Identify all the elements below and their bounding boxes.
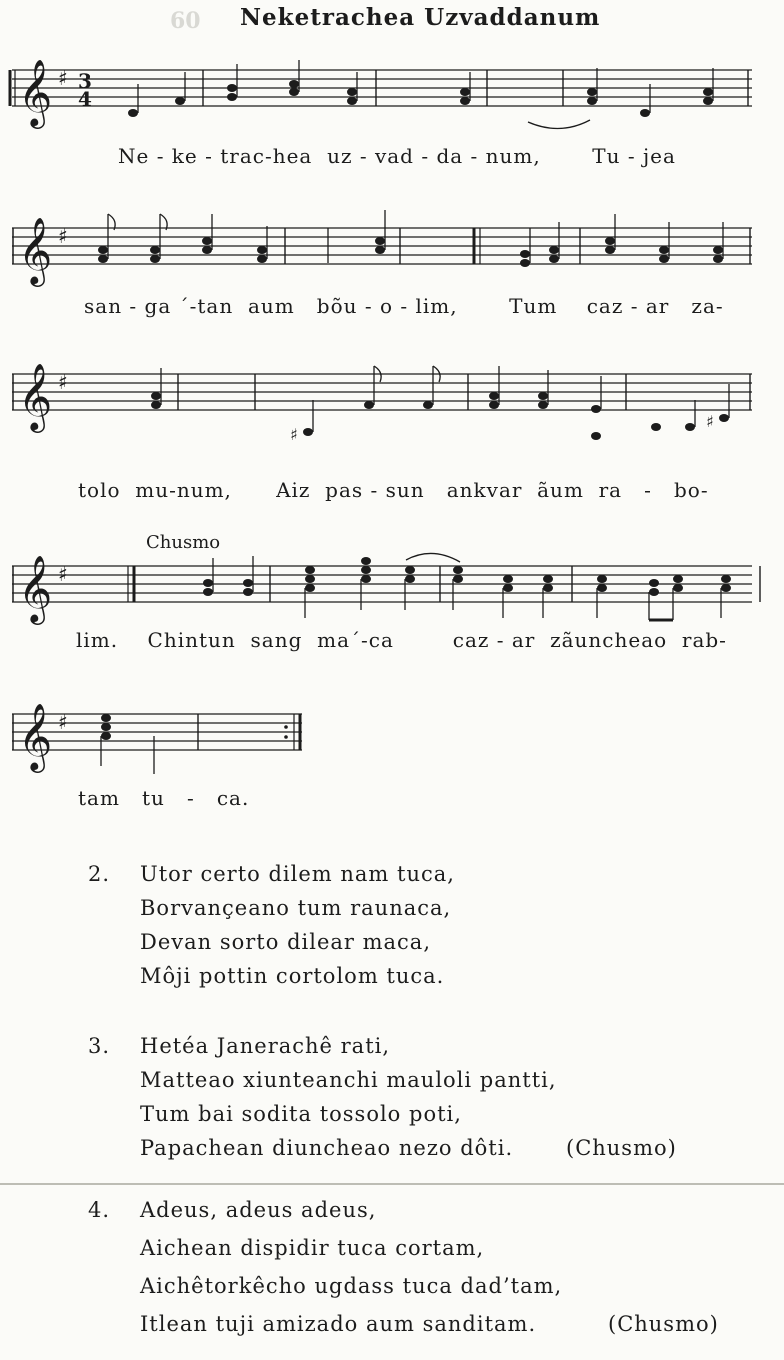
- chorus-label: Chusmo: [146, 532, 221, 553]
- staff-3: [0, 360, 784, 460]
- treble-clef-icon: 𝄞: [18, 554, 53, 622]
- chorus-refrain-label: (Chusmo): [566, 1136, 677, 1160]
- sharp-icon: ♯: [58, 710, 68, 734]
- sharp-icon: ♯: [58, 224, 68, 248]
- stanza-3: [88, 1034, 708, 1174]
- sharp-icon: ♯: [58, 370, 68, 394]
- lyric-line-1: Ne - ke - trac-hea uz - vad - da - num, Tu - jea: [118, 144, 676, 168]
- treble-clef-icon: 𝄞: [18, 58, 53, 126]
- lyric-line-2: san - ga ´-tan aum bõu - o - lim, Tum caz - ar za-: [84, 294, 724, 318]
- music-system-5: [0, 700, 784, 820]
- stanza-line: Matteao xiunteanchi mauloli pantti,: [140, 1068, 557, 1092]
- lyric-line-5: tam tu - ca.: [78, 786, 250, 810]
- treble-clef-icon: 𝄞: [18, 362, 53, 430]
- time-signature-bottom: 4: [78, 87, 92, 111]
- music-system-4: [0, 532, 784, 662]
- chorus-refrain-label: (Chusmo): [608, 1312, 719, 1336]
- treble-clef-icon: 𝄞: [18, 216, 53, 284]
- svg-text:♯: ♯: [290, 425, 298, 444]
- stanza-line: Tum bai sodita tossolo poti,: [140, 1102, 462, 1126]
- staff-1: [0, 58, 784, 148]
- time-signature-top: 3: [78, 69, 92, 93]
- stanza-line: Papachean diuncheao nezo dôti.: [140, 1136, 514, 1160]
- stanza-line: Itlean tuji amizado aum sanditam.: [140, 1312, 537, 1336]
- music-system-1: [0, 58, 784, 178]
- stanza-line: Aichean dispidir tuca cortam,: [140, 1236, 485, 1260]
- stanza-number: 3.: [88, 1034, 111, 1058]
- sharp-icon: ♯: [58, 562, 68, 586]
- sharp-icon: ♯: [58, 66, 68, 90]
- svg-text:♯: ♯: [706, 412, 714, 431]
- song-title: Neketrachea Uzvaddanum: [240, 4, 601, 31]
- music-system-2: [0, 206, 784, 326]
- page-number: 60: [170, 8, 201, 34]
- stanza-4: [88, 1198, 748, 1348]
- music-system-3: [0, 360, 784, 510]
- stanza-line: Borvançeano tum raunaca,: [140, 896, 452, 920]
- stanza-line: Aichêtorkêcho ugdass tuca dad’tam,: [140, 1274, 563, 1298]
- stanza-2: [88, 862, 708, 1002]
- stanza-line: Môji pottin cortolom tuca.: [140, 964, 445, 988]
- staff-5: [0, 700, 784, 790]
- staff-2: [0, 206, 784, 296]
- stanza-line: Utor certo dilem nam tuca,: [140, 862, 455, 886]
- lyric-line-3: tolo mu-num, Aiz pas - sun ankvar ãum ra - bo-: [78, 478, 709, 502]
- lyric-line-4: lim. Chintun sang ma´-ca caz - ar zãuncheao rab-: [76, 628, 727, 652]
- stanza-number: 4.: [88, 1198, 111, 1222]
- treble-clef-icon: 𝄞: [18, 702, 53, 770]
- stanza-number: 2.: [88, 862, 111, 886]
- section-divider: [0, 1183, 784, 1185]
- stanza-line: Devan sorto dilear maca,: [140, 930, 431, 954]
- stanza-line: Hetéa Janerachê rati,: [140, 1034, 391, 1058]
- stanza-line: Adeus, adeus adeus,: [140, 1198, 377, 1222]
